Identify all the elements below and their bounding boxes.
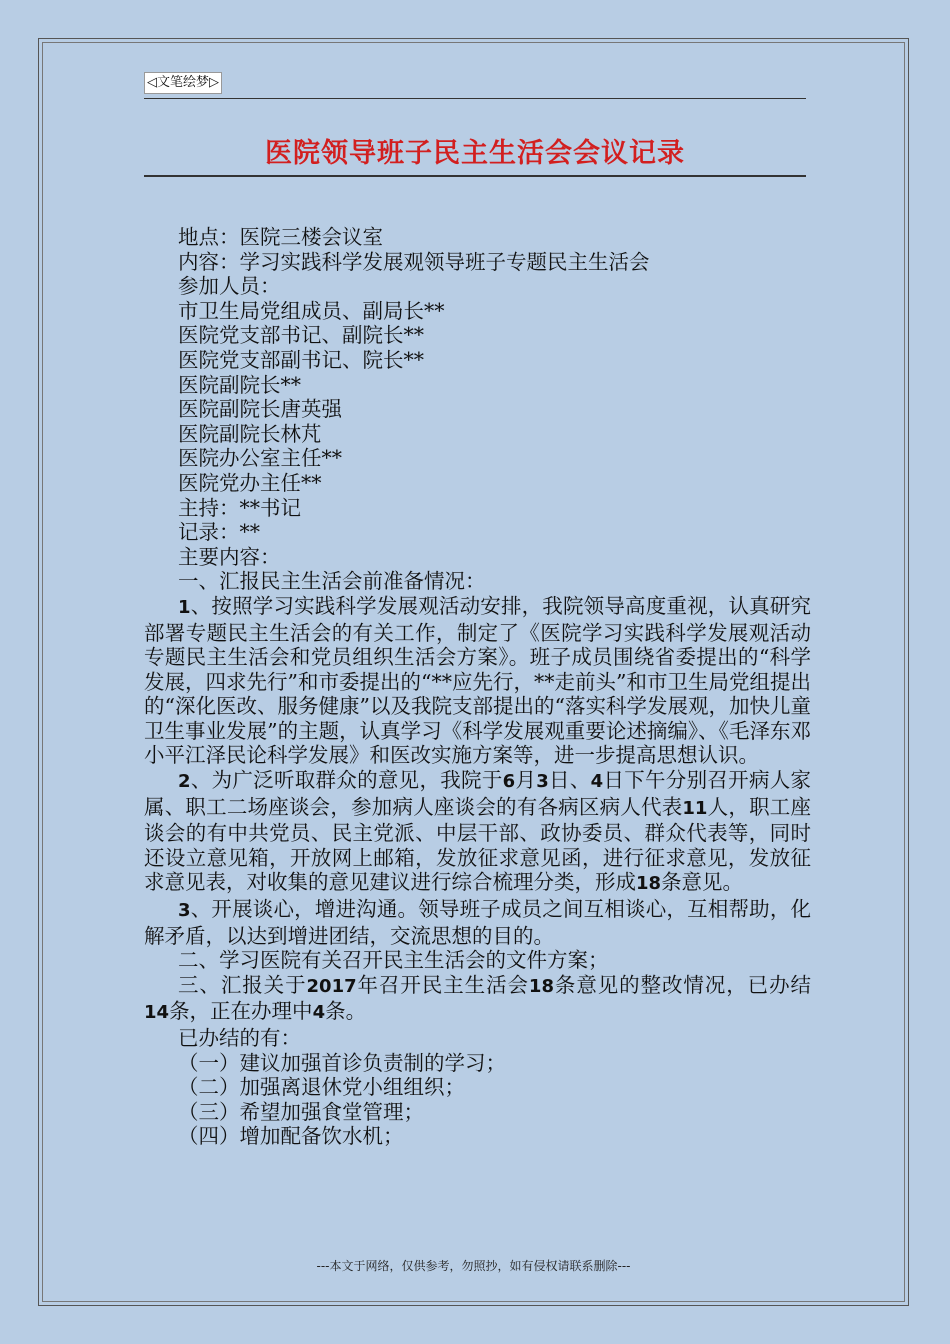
location-line: 地点：医院三楼会议室 (178, 225, 383, 249)
attendee-item: 医院党支部书记、副院长** (178, 323, 424, 348)
done-item: （一）建议加强首诊负责制的学习； (178, 1050, 506, 1075)
footer-disclaimer: ---本文于网络，仅供参考，勿照抄，如有侵权请联系删除--- (316, 1259, 631, 1273)
attendee-item: 市卫生局党组成员、副局长** (178, 298, 445, 323)
recorder-line: 记录：** (178, 520, 260, 545)
content-line: 内容：学习实践科学发展观领导班子专题民主生活会 (178, 249, 650, 274)
header-rule (144, 98, 806, 99)
paragraph-3: 3、开展谈心，增进沟通。领导班子成员之间互相谈心，互相帮助，化解矛盾，以达到增进团结，交流思想的目的。 (144, 897, 811, 948)
paragraph-2: 2、为广泛听取群众的意见，我院于6月3日、4日下午分别召开病人家属、职工二场座谈会，参加病人座谈会的有各病区病人代表11人，职工座谈会的有中共党员、民主党派、中层干部、政协委员、群众代表等，同时还设立意见箱，开放网上邮箱，发放征求意见函，进行征求意见，发放征求意见表，对收集的意见建议进行综合梳理分类，形成18条意见。 (144, 768, 812, 895)
host-line: 主持：**书记 (178, 495, 301, 520)
section-1-heading: 一、汇报民主生活会前准备情况： (178, 569, 486, 594)
done-label: 已办结的有： (178, 1026, 301, 1050)
section-3-paragraph: 三、汇报关于2017年召开民主生活会18条意见的整改情况，已办结14条，正在办理中4条。 (144, 972, 812, 1024)
done-item: （二）加强离退休党小组组织； (178, 1075, 465, 1100)
main-content-label: 主要内容： (178, 544, 281, 569)
section-2-heading: 二、学习医院有关召开民主生活会的文件方案； (178, 948, 609, 973)
paragraph-1: 1、按照学习实践科学发展观活动安排，我院领导高度重视，认真研究部署专题民主生活会的有关工作，制定了《医院学习实践科学发展观活动专题民主生活会和党员组织生活会方案》。班子成员围绕省委提出的“科学发展，四求先行”和市委提出的“**应先行，**走前头”和市卫生局党组提出的“深化医改、服务健康”以及我院支部提出的“落实科学发展观，加快儿童卫生事业发展”的主题，认真学习《科学发展观重要论述摘编》、《毛泽东邓小平江泽民论科学发展》和医改实施方案等，进一步提高思想认识。 (144, 593, 811, 768)
document-title: 医院领导班子民主生活会会议记录 (265, 138, 685, 169)
attendee-item: 医院党办主任** (178, 470, 322, 495)
attendees-label: 参加人员： (178, 274, 281, 299)
document-body (144, 225, 811, 1149)
done-item: （三）希望加强食堂管理； (178, 1099, 424, 1124)
document-page (38, 38, 909, 1306)
title-rule (144, 175, 806, 177)
attendee-item: 医院办公室主任** (178, 446, 342, 471)
attendee-item: 医院党支部副书记、院长** (178, 347, 424, 372)
attendee-item: 医院副院长唐英强 (178, 397, 342, 422)
header-tag: ◁文笔绘梦▷ (144, 72, 222, 94)
attendee-item: 医院副院长** (178, 372, 301, 397)
done-item: （四）增加配备饮水机； (178, 1124, 404, 1149)
attendee-item: 医院副院长林芃 (178, 421, 322, 446)
